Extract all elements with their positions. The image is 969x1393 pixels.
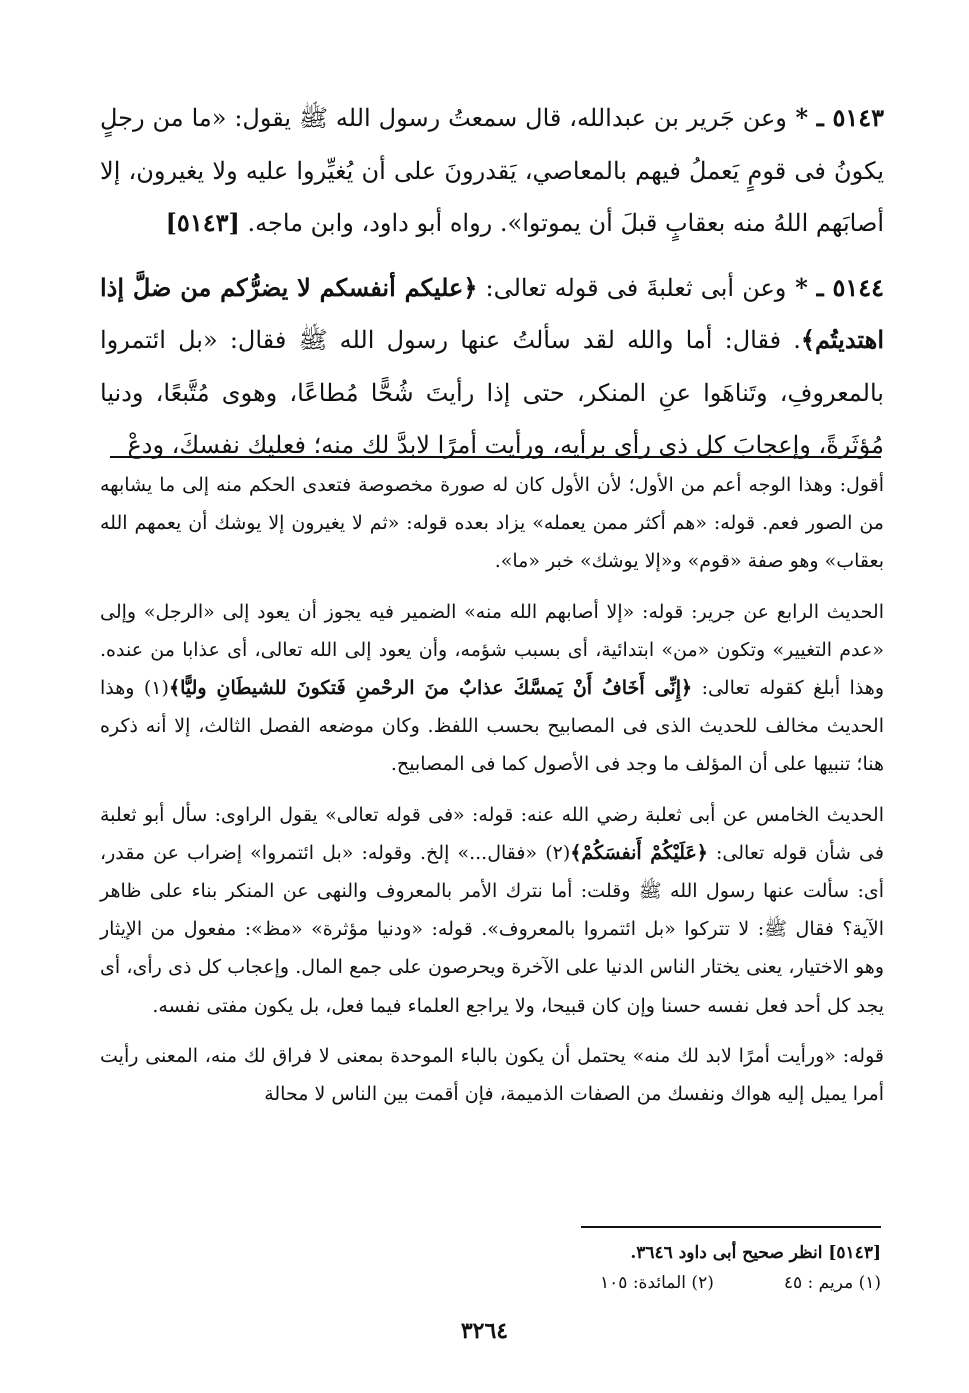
footnote-row <box>300 1268 881 1298</box>
commentary-text: (٢) «فقال...» إلخ. وقوله: «بل ائتمروا» إضراب عن مقدر، أى: سألت عنها رسول الله ﷺ وقلت: أما نترك الأمر بالمعروف والنهى عن المنكر بناء على ظاهر الآية؟ فقال ﷺ: لا تتركوا «بل ائتمروا بالمعروف». قوله: «ودنيا مؤثرة» «مظ»: مفعول من الإيثار وهو الاختيار، يعنى يختار الناس الدنيا على الآخرة ويحرصون على جمع المال. وإعجاب كل ذى رأى، أى يجد كل أحد فعل نفسه حسنا وإن كان قبيحا، ولا يراجع العلماء فيما فعل، بل يكون مفتى نفسه. <box>100 841 884 1017</box>
quran-verse: ﴿عليكم أنفسكم لا يضرُّكم من ضلَّ إذا اهتديتُم﴾ <box>100 272 884 354</box>
quran-verse: ﴿إِنِّى أَخَافُ أَنْ يَمسَّكَ عذابٌ منَ الرحْمنِ فَتكونَ للشيطَانِ وليًّا﴾ <box>168 677 693 700</box>
commentary-paragraph <box>100 593 884 784</box>
hadith-number: ٥١٤٣ ـ * <box>786 103 884 132</box>
footnote-2: (٢) المائدة: ١٠٥ <box>600 1273 714 1293</box>
quran-verse: ﴿عَلَيْكُمْ أَنفسَكُمْ﴾ <box>570 841 708 864</box>
footnote-1: (١) مريم : ٤٥ <box>783 1273 881 1293</box>
hadith-number: ٥١٤٤ ـ * <box>786 272 885 302</box>
hadith-section <box>100 92 884 472</box>
page-number: ٣٢٦٤ <box>460 1318 509 1344</box>
commentary-paragraph <box>100 796 884 1025</box>
commentary-paragraph: أقول: وهذا الوجه أعم من الأول؛ لأن الأول كان له صورة مخصوصة فتعدى الحكم منه إلى ما يشابهه من الصور فعم. قوله: «هم أكثر ممن يعمله» يزاد بعده قوله: «ثم لا يغيرون إلا يوشك أن يعمهم الله بعقاب» وهو صفة «قوم» و«إلا يوشك» خبر «ما». <box>100 474 884 573</box>
commentary-text: الحديث الرابع عن جرير: قوله: «إلا أصابهم الله منه» الضمير فيه يجوز أن يعود إلى «الرجل» وإلى «عدم التغيير» وتكون «من» ابتدائية، أى بسبب شؤمه، وأن يعود إلى الله تعالى، أى عذابا من عنده. وهذا أبلغ كقوله تعالى: <box>100 600 884 700</box>
main-divider <box>110 456 881 458</box>
commentary-paragraph: قوله: «ورأيت أمرًا لابد لك منه» يحتمل أن يكون بالباء الموحدة بمعنى لا فراق لك منه، المعنى رأيت أمرا يميل إليه هواك ونفسك من الصفات الذميمة، فإن أقمت بين الناس لا محالة <box>100 1044 884 1106</box>
hadith-reference: [٥١٤٣] <box>165 208 240 237</box>
footnote-divider <box>581 1226 881 1228</box>
commentary-section <box>100 466 884 1113</box>
commentary-text: (١) وهذا الحديث مخالف للحديث الذى فى المصابيح بحسب اللفظ. وكان موضعه الفصل الثالث، إلا أنه ذكره هنا؛ تنبيها على أن المؤلف ما وجد فى الأصول كما فى المصابيح. <box>100 677 884 776</box>
commentary-text: الحديث الخامس عن أبى ثعلبة رضي الله عنه: قوله: «فى قوله تعالى» يقول الراوى: سأل أبو ثعلبة فى شأن قوله تعالى: <box>100 803 884 864</box>
hadith-intro: وعن أبى ثعلبةَ فى قوله تعالى: <box>477 273 787 302</box>
footnote-reference: [٥١٤٣] انظر صحيح أبى داود ٣٦٤٦. <box>630 1243 881 1263</box>
hadith-text: وعن جَرير بن عبدالله، قال سمعتُ رسول الله ﷺ يقول: «ما من رجلٍ يكونُ فى قومٍ يَعملُ فيهم بالمعاصي، يَقدرونَ على أن يُغيِّروا عليه ولا يغيرون، إلا أصابَهم اللهُ منه بعقابٍ قبلَ أن يموتوا». رواه أبو داود، وابن ماجه. <box>100 104 884 237</box>
hadith-5144 <box>100 262 884 472</box>
hadith-text: . فقال: أما والله لقد سألتُ عنها رسول الله ﷺ فقال: «بل ائتمروا بالمعروفِ، وتَناهَوا عنِ المنكر، حتى إذا رأيتَ شُحًّا مُطاعًا، وهوى مُتَّبعًا، ودنيا مُؤثَرةً، وإعجابَ كل ذى رأى برأيه، ورأيت أمرًا لابدَّ لك منه؛ فعليك نفسكَ، ودعْ <box>100 326 884 459</box>
hadith-5143 <box>100 92 884 250</box>
footnotes <box>300 1238 881 1298</box>
